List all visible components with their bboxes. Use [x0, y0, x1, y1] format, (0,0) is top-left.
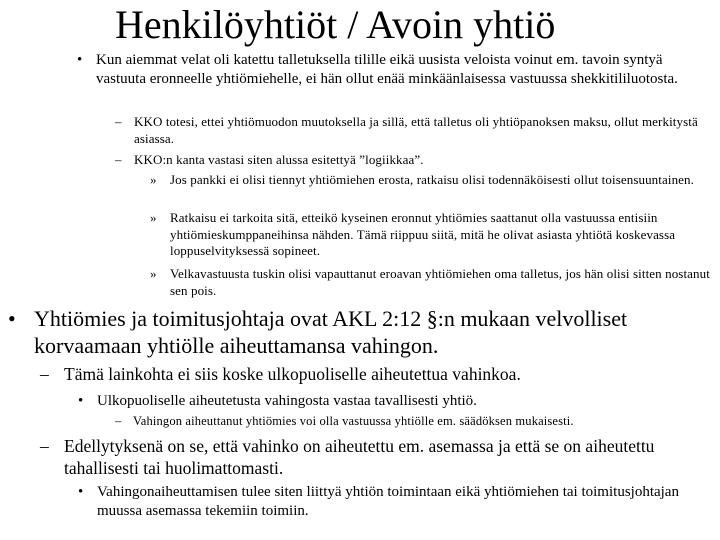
bullet-marker: •: [8, 306, 16, 331]
sub-sub-item-text: Ulkopuoliselle aiheutetusta vahingosta vastaa tavallisesti yhtiö.: [97, 393, 477, 409]
sub-sub-sub-item-text: Vahingon aiheuttanut yhtiömies voi olla vastuussa yhtiölle em. säädöksen mukaisesti.: [133, 414, 574, 428]
dash-marker: –: [40, 364, 49, 384]
arrow-marker: »: [150, 266, 157, 281]
bullet-text: Yhtiömies ja toimitusjohtaja ovat AKL 2:12 §:n mukaan velvolliset korvaamaan yhtiölle aiheuttamansa vahingon.: [34, 306, 628, 358]
dash-marker: –: [115, 114, 122, 129]
bullet-marker: •: [78, 393, 84, 409]
sub-sub-item: [78, 483, 713, 521]
sub-item-text: KKO totesi, ettei yhtiömuodon muutoksella ja sillä, että talletus oli yhtiöpanoksen maksu, ollut merkitystä asiassa.: [134, 114, 698, 146]
slide-title: Henkilöyhtiöt / Avoin yhtiö: [115, 2, 556, 47]
sub-sub-item: [150, 266, 716, 299]
sub-sub-item-text: Ratkaisu ei tarkoita sitä, etteikö kyseinen eronnut yhtiömies saattanut olla vastuussa entisiin yhtiömieskumppaneihinsa nähden. Tämä riippuu siitä, mitä he olivat asiasta yhtiötä koskevassa loppuselvityksessä sopineet.: [170, 210, 676, 258]
sub-item-text: Edellytyksenä on se, että vahinko on aiheutettu em. asemassa ja että se on aiheutettu tahallisesti tai huolimattomasti.: [64, 436, 655, 478]
arrow-marker: »: [150, 210, 157, 225]
sub-item-text: KKO:n kanta vastasi siten alussa esitettyä ”logiikkaa”.: [134, 152, 424, 167]
sub-sub-sub-item: [115, 413, 715, 429]
sub-item: [115, 152, 715, 169]
sub-item: [115, 114, 715, 147]
dash-marker: –: [115, 414, 122, 428]
sub-item: [40, 364, 710, 386]
bullet-text: Kun aiemmat velat oli katettu talletuksella tilille eikä uusista veloista voinut em. tavoin syntyä vastuuta eronneelle yhtiömiehelle, ei hän ollut enää minkäänlaisessa vastuussa shekkitililuotosta.: [96, 52, 678, 87]
sub-sub-item-text: Jos pankki ei olisi tiennyt yhtiömiehen erosta, ratkaisu olisi todennäköisesti ollut toisensuuntainen.: [170, 172, 694, 187]
dash-marker: –: [40, 436, 49, 456]
sub-sub-item: [150, 210, 716, 260]
sub-sub-item-text: Vahingonaiheuttamisen tulee siten liittyä yhtiön toimintaan eikä yhtiömiehen tai toimitusjohtajan muussa asemassa tekemiin toimiin.: [97, 484, 679, 519]
sub-sub-item: [150, 172, 716, 189]
arrow-marker: »: [150, 172, 157, 187]
dash-marker: –: [115, 152, 122, 167]
sub-sub-item: [78, 392, 713, 411]
bullet-item: [8, 305, 713, 359]
bullet-marker: •: [77, 52, 83, 68]
bullet-marker: •: [78, 484, 84, 500]
sub-item-text: Tämä lainkohta ei siis koske ulkopuoliselle aiheutettua vahinkoa.: [64, 364, 521, 384]
sub-item: [40, 436, 710, 479]
bullet-item: [77, 51, 717, 89]
sub-sub-item-text: Velkavastuusta tuskin olisi vapauttanut eroavan yhtiömiehen oma talletus, jos hän olisi sitten nostanut sen pois.: [170, 266, 710, 298]
